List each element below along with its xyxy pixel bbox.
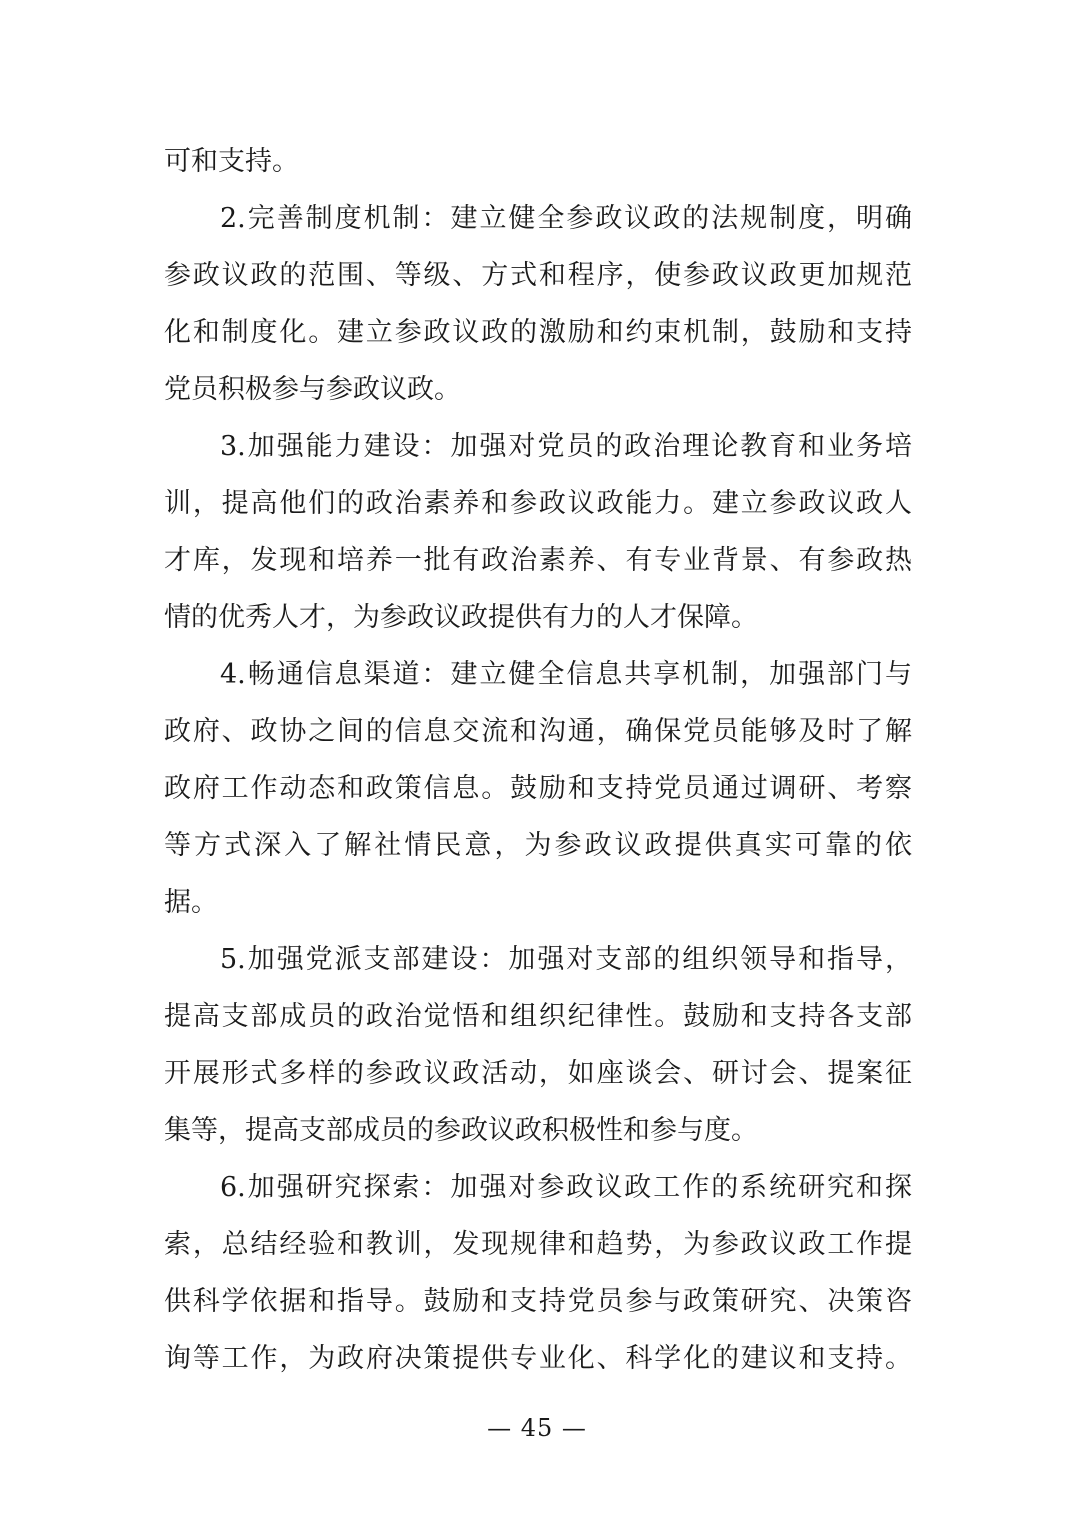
paragraph-first-line: 2.完善制度机制：建立健全参政议政的法规制度，明确 bbox=[220, 203, 912, 234]
paragraph-first-line: 6.加强研究探索：加强对参政议政工作的系统研究和探 bbox=[220, 1172, 912, 1203]
paragraph-line: 据。 bbox=[164, 887, 218, 918]
paragraph-line: 政府、政协之间的信息交流和沟通，确保党员能够及时了解 bbox=[164, 716, 912, 747]
paragraph-first-line: 4.畅通信息渠道：建立健全信息共享机制，加强部门与 bbox=[220, 659, 912, 690]
paragraph-line: 可和支持。 bbox=[164, 146, 299, 177]
paragraph-line: 政府工作动态和政策信息。鼓励和支持党员通过调研、考察 bbox=[164, 773, 912, 804]
paragraph-line: 索，总结经验和教训，发现规律和趋势，为参政议政工作提 bbox=[164, 1229, 912, 1260]
paragraph-line: 化和制度化。建立参政议政的激励和约束机制，鼓励和支持 bbox=[164, 317, 912, 348]
page-number: — 45 — bbox=[487, 1414, 587, 1442]
paragraph-line: 情的优秀人才，为参政议政提供有力的人才保障。 bbox=[164, 602, 758, 633]
paragraph-line: 提高支部成员的政治觉悟和组织纪律性。鼓励和支持各支部 bbox=[164, 1001, 912, 1032]
paragraph-line: 询等工作，为政府决策提供专业化、科学化的建议和支持。 bbox=[164, 1343, 912, 1374]
paragraph-line: 训，提高他们的政治素养和参政议政能力。建立参政议政人 bbox=[164, 488, 912, 519]
paragraph-line: 参政议政的范围、等级、方式和程序，使参政议政更加规范 bbox=[164, 260, 912, 291]
paragraph-first-line: 5.加强党派支部建设：加强对支部的组织领导和指导， bbox=[220, 944, 912, 975]
paragraph-line: 开展形式多样的参政议政活动，如座谈会、研讨会、提案征 bbox=[164, 1058, 912, 1089]
paragraph-line: 等方式深入了解社情民意，为参政议政提供真实可靠的依 bbox=[164, 830, 912, 861]
paragraph-line: 集等，提高支部成员的参政议政积极性和参与度。 bbox=[164, 1115, 758, 1146]
paragraph-line: 才库，发现和培养一批有政治素养、有专业背景、有参政热 bbox=[164, 545, 912, 576]
paragraph-line: 供科学依据和指导。鼓励和支持党员参与政策研究、决策咨 bbox=[164, 1286, 912, 1317]
body-text bbox=[164, 133, 912, 1387]
paragraph-line: 党员积极参与参政议政。 bbox=[164, 374, 461, 405]
paragraph-first-line: 3.加强能力建设：加强对党员的政治理论教育和业务培 bbox=[220, 431, 912, 462]
